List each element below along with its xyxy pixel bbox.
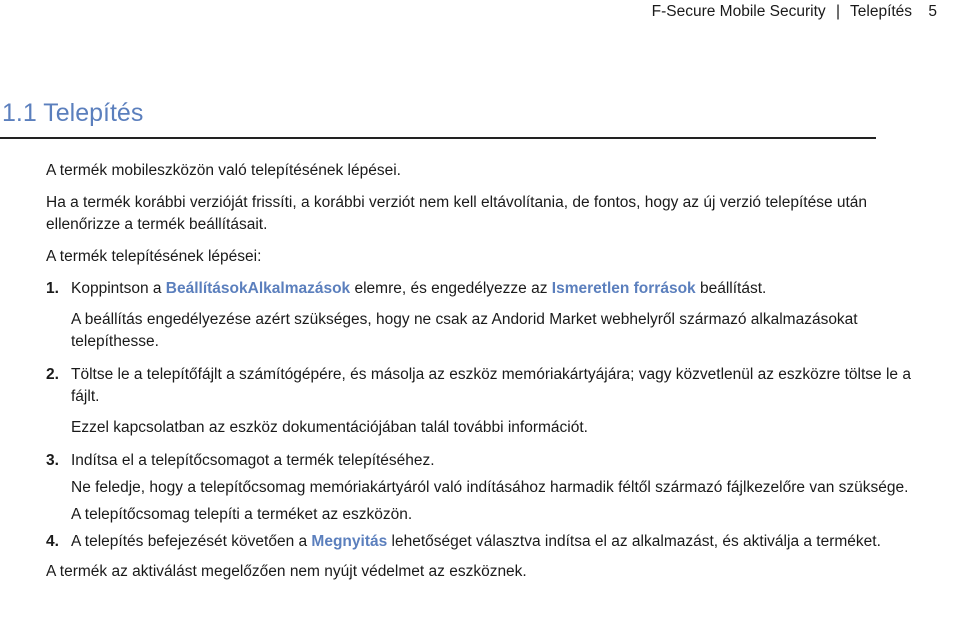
steps-heading: A termék telepítésének lépései:: [46, 248, 262, 265]
step-number: 3.: [46, 452, 59, 469]
upgrade-note: Ha a termék korábbi verzióját frissíti, a korábbi verziót nem kell eltávolítania, de fontos, hogy az új verzió telepítése után ellenőrizze a termék beállításait.: [46, 194, 868, 233]
step-2: [46, 364, 916, 408]
header-section: Telepítés: [850, 3, 913, 20]
step-text: Töltse le a telepítőfájlt a számítógépére, és másolja az eszköz memóriakártyájára; vagy közvetlenül az eszközre töltse le a fájlt.: [71, 366, 911, 405]
step-3-note-2: A telepítőcsomag telepíti a terméket az eszközön.: [71, 506, 413, 523]
section-heading: [2, 99, 143, 128]
page-body: [46, 160, 916, 583]
ui-term-unknown-sources: Ismeretlen források: [551, 280, 696, 297]
step-number: 2.: [46, 366, 59, 383]
step-1-note: A beállítás engedélyezése azért szükséges, hogy ne csak az Andorid Market webhelyről származó alkalmazásokat telepíthesse.: [71, 311, 858, 350]
step-number: 4.: [46, 533, 59, 550]
section-title: Telepítés: [43, 99, 144, 127]
closing-paragraph: A termék az aktiválást megelőzően nem nyújt védelmet az eszköznek.: [46, 563, 527, 580]
step-3: [46, 450, 916, 472]
step-number: 1.: [46, 280, 59, 297]
ui-term-settings-apps: BeállításokAlkalmazások: [165, 280, 351, 297]
header-product: F-Secure Mobile Security: [651, 3, 826, 20]
section-number: 1.1: [2, 99, 37, 127]
step-text: A telepítés befejezését követően a Megnyitás lehetőséget választva indítsa el az alkalmazást, és aktiválja a terméket.: [71, 533, 881, 550]
step-2-note: Ezzel kapcsolatban az eszköz dokumentációjában talál további információt.: [71, 419, 588, 436]
step-4: [46, 531, 916, 553]
step-text: Koppintson a BeállításokAlkalmazások elemre, és engedélyezze az Ismeretlen források beállítást.: [71, 280, 767, 297]
heading-rule: [0, 137, 876, 139]
header-separator: |: [835, 3, 840, 20]
intro-paragraph: A termék mobileszközön való telepítésének lépései.: [46, 162, 401, 179]
step-text: Indítsa el a telepítőcsomagot a termék telepítéséhez.: [71, 452, 435, 469]
ui-term-open: Megnyitás: [311, 533, 388, 550]
step-1: [46, 278, 916, 300]
step-3-note-1: Ne feledje, hogy a telepítőcsomag memóriakártyáról való indításához harmadik féltől származó fájlkezelőre van szüksége.: [71, 479, 909, 496]
page-number: 5: [928, 3, 937, 20]
running-header: [652, 3, 937, 21]
